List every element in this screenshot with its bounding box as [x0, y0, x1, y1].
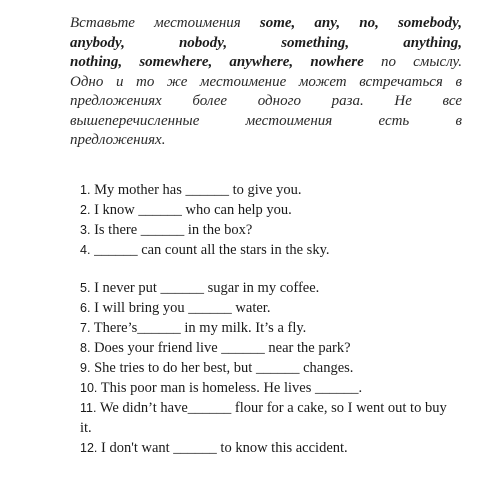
instruction-line: [70, 53, 462, 73]
exercise-text: I don't want ______ to know this accident.: [97, 440, 348, 456]
pronoun-keyword: nobody,: [178, 34, 228, 51]
exercise-text: I will bring you ______ water.: [90, 300, 271, 316]
exercise-list: [80, 180, 460, 458]
exercise-number: 11.: [80, 401, 97, 415]
exercise-text: I know ______ who can help you.: [90, 202, 292, 218]
exercise-number: 6.: [80, 301, 91, 315]
exercise-text: My mother has ______ to give you.: [90, 182, 302, 198]
exercise-text: Is there ______ in the box?: [90, 222, 253, 238]
exercise-number: 7.: [80, 321, 91, 335]
exercise-item: [80, 240, 460, 260]
instruction-text: предложениях.: [70, 132, 166, 148]
exercise-number: 2.: [80, 203, 91, 217]
exercise-item: [80, 298, 460, 318]
exercise-number: 5.: [80, 281, 91, 295]
exercise-item: [80, 438, 460, 458]
pronoun-keyword: anybody,: [70, 34, 125, 51]
pronoun-keyword: nothing, somewhere, anywhere, nowhere: [70, 54, 364, 70]
instruction-line: [70, 14, 462, 34]
exercise-item: [80, 398, 460, 438]
exercise-item: [80, 318, 460, 338]
instruction-text: Вставьте местоимения: [70, 15, 260, 31]
pronoun-keyword: something,: [281, 34, 350, 51]
exercise-item: [80, 378, 460, 398]
pronoun-keyword: some, any, no, somebody,: [259, 15, 462, 31]
instruction-line: [70, 131, 462, 151]
exercise-text: ______ can count all the stars in the sky.: [90, 242, 330, 258]
exercise-number: 10.: [80, 381, 98, 395]
exercise-text: This poor man is homeless. He lives ______.: [97, 380, 363, 396]
pronoun-keyword: anything,: [403, 34, 463, 51]
task-instructions: [70, 14, 462, 151]
exercise-item: [80, 220, 460, 240]
exercise-text: She tries to do her best, but ______ changes.: [90, 360, 354, 376]
exercise-group-1: [80, 180, 460, 260]
exercise-item: [80, 180, 460, 200]
instruction-line: [70, 92, 462, 112]
exercise-number: 3.: [80, 223, 91, 237]
instruction-text: [125, 35, 179, 51]
instruction-line: [70, 73, 462, 93]
exercise-number: 1.: [80, 183, 91, 197]
instruction-line: [70, 112, 462, 132]
instruction-text: по смыслу.: [363, 54, 462, 70]
instruction-text: [227, 35, 281, 51]
exercise-text: I never put ______ sugar in my coffee.: [90, 280, 320, 296]
exercise-item: [80, 278, 460, 298]
exercise-item: [80, 338, 460, 358]
exercise-group-2: [80, 278, 460, 458]
exercise-number: 9.: [80, 361, 91, 375]
exercise-item: [80, 358, 460, 378]
exercise-text: There’s______ in my milk. It’s a fly.: [90, 320, 307, 336]
instruction-text: предложениях более одного раза. Не все: [70, 93, 462, 109]
instruction-text: [349, 35, 403, 51]
instruction-text: Одно и то же местоимение может встречаться в: [70, 73, 462, 90]
exercise-item: [80, 200, 460, 220]
instruction-line: [70, 34, 462, 54]
exercise-number: 8.: [80, 341, 91, 355]
instruction-text: вышеперечисленные местоимения есть в: [70, 112, 462, 129]
exercise-number: 12.: [80, 441, 98, 455]
exercise-text: We didn’t have______ flour for a cake, so I went out to buy it.: [80, 400, 447, 436]
exercise-text: Does your friend live ______ near the park?: [90, 340, 351, 356]
exercise-number: 4.: [80, 243, 91, 257]
